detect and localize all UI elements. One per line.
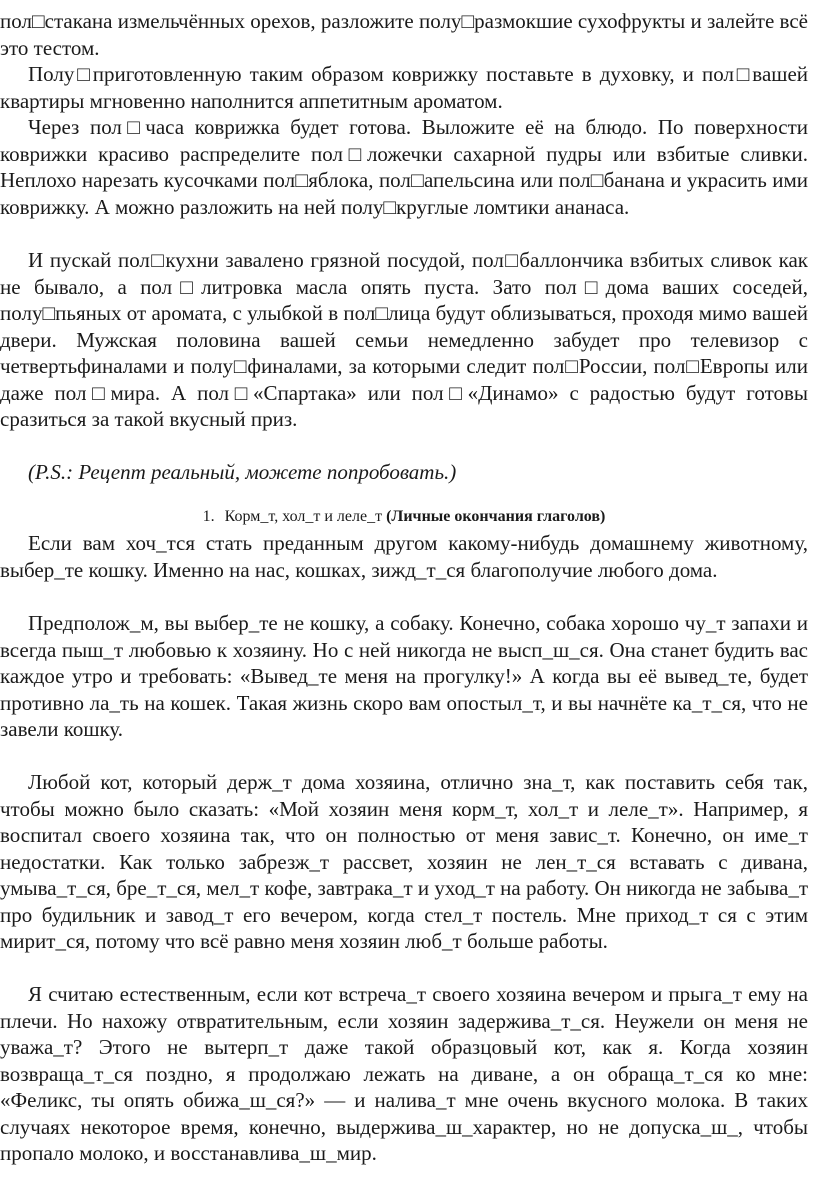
paragraph-recipe-oven: Полу□приготовленную таким образом коврижку поставьте в духовку, и пол□вашей квартиры мгновенно наполнится аппетитным ароматом. <box>0 62 808 113</box>
postscript-note: (P.S.: Рецепт реальный, можете попробовать.) <box>28 460 457 484</box>
paragraph-recipe-nuts: пол□стакана измельчённых орехов, разложите полу□размокшие сухофрукты и залейте всё это тестом. <box>0 9 808 60</box>
paragraph-recipe-kitchen: И пускай пол□кухни завалено грязной посудой, пол□баллончика взбитых сливок как не бывало, а пол□литровка масла опять пуста. Зато пол□дома ваших соседей, полу□пьяных от аромата, с улыбкой в пол□лица будут облизываться, проходя мимо вашей двери. Мужская половина вашей семьи немедленно забудет про телевизор с четвертьфиналами и полу□финалами, за которыми следит пол□России, пол□Европы или даже пол□мира. А пол□«Спартака» или пол□«Динамо» с радостью будут готовы сразиться за такой вкусный приз. <box>0 248 808 431</box>
exercise-topic: (Личные окончания глаголов) <box>386 508 606 525</box>
paragraph-cat-intro: Если вам хоч_тся стать преданным другом какому-нибудь домашнему животному, выбер_те кошку. Именно на нас, кошках, зижд_т_ся благополучие любого дома. <box>0 531 808 582</box>
paragraph-cat-dog: Предполож_м, вы выбер_те не кошку, а собаку. Конечно, собака хорошо чу_т запахи и всегда пыш_т любовью к хозяину. Но с ней никогда не высп_ш_ся. Она станет будить вас каждое утро и требовать: «Вывед_те меня на прогулку!» А когда вы её вывед_те, будет противно ла_ть на кошек. Такая жизнь скоро вам опостыл_т, и вы начнёте ка_т_ся, что не завели кошку. <box>0 611 808 741</box>
paragraph-cat-owner: Любой кот, который держ_т дома хозяина, отлично зна_т, как поставить себя так, чтобы можно было сказать: «Мой хозяин меня корм_т, хол_т и леле_т». Например, я воспитал своего хозяина так, что он полностью от меня завис_т. Конечно, он име_т недостатки. Как только забрезж_т рассвет, хозяин не лен_т_ся вставать с дивана, умыва_т_ся, бре_т_ся, мел_т кофе, завтрака_т и уход_т на работу. Он никогда не забыва_т про будильник и завод_т его вечером, когда стел_т постель. Мне приход_т ся с этим мирит_ся, потому что всё равно меня хозяин люб_т больше работы. <box>0 770 808 953</box>
exercise-title: Корм_т, хол_т и леле_т <box>224 508 387 525</box>
exercise-heading <box>0 507 808 527</box>
paragraph-cat-evening: Я считаю естественным, если кот встреча_т своего хозяина вечером и прыга_т ему на плечи. Но нахожу отвратительным, если хозяин задержива_т_ся. Неужели он меня не уважа_т? Этого не вытерп_т даже такой образцовый кот, как я. Когда хозяин возвраща_т_ся поздно, я продолжаю лежать на диване, а он обраща_т_ся ко мне: «Феликс, ты опять обижа_ш_ся?» — и налива_т мне очень вкусного молока. В таких случаях некоторое время, конечно, выдержива_ш_характер, но не допуска_ш_, чтобы пропало молоко, и восстанавлива_ш_мир. <box>0 982 808 1165</box>
exercise-number: 1. <box>202 508 215 525</box>
paragraph-recipe-serve: Через пол□часа коврижка будет готова. Выложите её на блюдо. По поверхности коврижки красиво распределите пол□ложечки сахарной пудры или взбитые сливки. Неплохо нарезать кусочками пол□яблока, пол□апельсина или пол□банана и украсить ими коврижку. А можно разложить на ней полу□круглые ломтики ананаса. <box>0 115 808 219</box>
